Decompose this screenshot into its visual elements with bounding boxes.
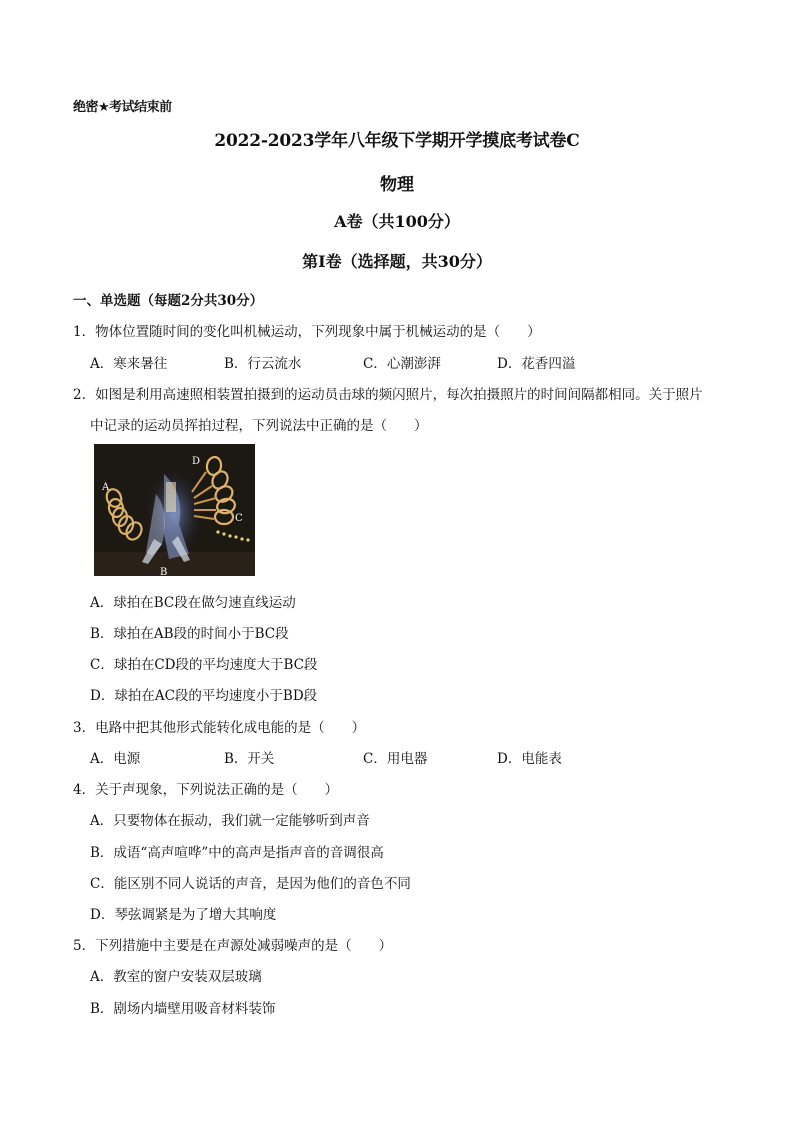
volume-title: A卷（共100分） (334, 212, 460, 231)
q2-option-b: B．球拍在AB段的时间小于BC段 (90, 626, 289, 642)
tennis-stroboscopic-photo (94, 444, 255, 576)
figure-label-a: A (102, 482, 110, 493)
q3-option-b: B．开关 (224, 751, 275, 767)
q1-option-a: A．寒来暑往 (90, 356, 168, 372)
q3-option-a: A．电源 (90, 751, 141, 767)
question-2-stem: 2．如图是利用高速照相装置拍摄到的运动员击球的频闪照片，每次拍摄照片的时间间隔都相同。关于照片 (73, 387, 703, 403)
section-heading: 一、单选题（每题2分共30分） (73, 293, 264, 309)
part-title: 第Ⅰ卷（选择题，共30分） (302, 252, 492, 271)
q4-option-c: C．能区别不同人说话的声音，是因为他们的音色不同 (90, 876, 411, 892)
q4-option-d: D．琴弦调紧是为了增大其响度 (90, 907, 277, 923)
question-5-stem: 5．下列措施中主要是在声源处减弱噪声的是（ ） (73, 938, 393, 954)
figure-label-b: B (160, 567, 168, 576)
q4-option-a: A．只要物体在振动，我们就一定能够听到声音 (90, 813, 370, 829)
q1-option-b: B．行云流水 (224, 356, 302, 372)
q3-option-c: C．用电器 (363, 751, 428, 767)
q5-option-a: A．教室的窗户安装双层玻璃 (90, 969, 262, 985)
figure-label-c: C (235, 513, 243, 524)
question-1-stem: 1．物体位置随时间的变化叫机械运动，下列现象中属于机械运动的是（ ） (73, 324, 541, 340)
question-2-stem-cont: 中记录的运动员挥拍过程，下列说法中正确的是（ ） (90, 418, 428, 434)
subject-title: 物理 (380, 175, 414, 195)
question-3-options (90, 747, 710, 765)
q1-option-c: C．心潮澎湃 (363, 356, 441, 372)
question-4-stem: 4．关于声现象，下列说法正确的是（ ） (73, 782, 339, 798)
q2-option-a: A．球拍在BC段在做匀速直线运动 (90, 595, 296, 611)
question-1-options (90, 352, 710, 370)
q2-option-d: D．球拍在AC段的平均速度小于BD段 (90, 688, 318, 704)
question-3-stem: 3．电路中把其他形式能转化成电能的是（ ） (73, 720, 366, 736)
q5-option-b: B．剧场内墙壁用吸音材料装饰 (90, 1001, 276, 1017)
q4-option-b: B．成语“高声喧哗”中的高声是指声音的音调很高 (90, 845, 384, 861)
exam-title: 2022-2023学年八年级下学期开学摸底考试卷C (214, 131, 580, 151)
q1-option-d: D．花香四溢 (497, 356, 576, 372)
figure-label-d: D (192, 456, 201, 467)
confidential-mark: 绝密★考试结束前 (73, 100, 172, 115)
q2-option-c: C．球拍在CD段的平均速度大于BC段 (90, 657, 318, 673)
q3-option-d: D．电能表 (497, 751, 562, 767)
